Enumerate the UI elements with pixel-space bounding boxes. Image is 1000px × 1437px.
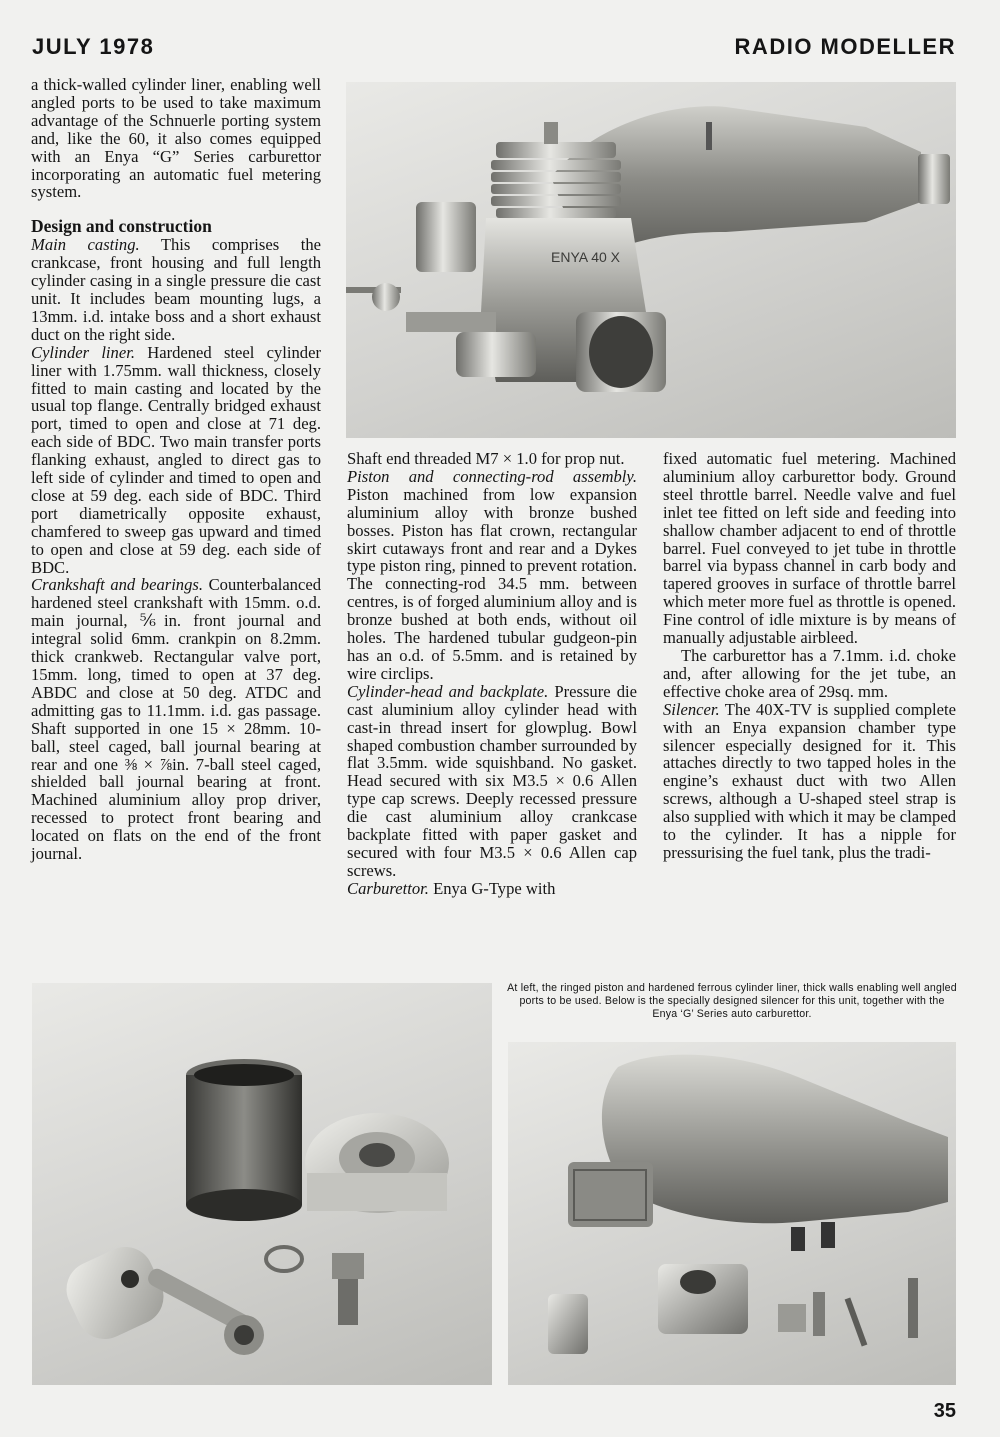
carb-title: Carburettor. [347, 878, 429, 898]
silencer-text: The 40X-TV is supplied complete with an Enya expansion chamber type silencer especially designed for it. This attaches directly to two tapped holes in the engine’s exhaust duct with two Allen screws, although a U-shaped steel strap is also supplied with which it may be clamped to the cylinder. It has a nipple for pressurising the fuel tank, plus the tradi- [663, 699, 956, 862]
column-3 [663, 450, 956, 862]
crankshaft-title: Crankshaft and bearings. [31, 575, 204, 595]
magazine-title: RADIO MODELLER [734, 34, 956, 59]
intro-paragraph: a thick-walled cylinder liner, enabling well angled ports to be used to take maximum advantage of the Schnuerle porting system and, like the 60, it also comes equipped with an Enya “G” Series carburettor incorporating an automatic fuel metering system. [31, 75, 321, 202]
main-casting-title: Main casting. [31, 235, 140, 255]
head-title: Cylinder-head and backplate. [347, 681, 549, 701]
photo-caption: At left, the ringed piston and hardened ferrous cylinder liner, thick walls enabling well angled ports to be used. Below is the specially designed silencer for this unit, together with the Enya ‘G’ Series auto carburettor. [507, 982, 957, 1021]
carb-continued-paragraph: fixed automatic fuel metering. Machined aluminium alloy carburettor body. Ground steel throttle barrel. Needle valve and fuel inlet tee fitted on left side and feeding into shallow chamber adjacent to end of throttle barrel. Fuel conveyed to jet tube in throttle barrel via bypass channel in carb body and tapered grooves in surface of throttle barrel which meter more fuel as throttle is opened. Fine control of idle mixture is by means of manually adjustable airbleed. [663, 449, 956, 648]
cylinder-liner-text: Hardened steel cylinder liner with 1.75mm. wall thickness, closely fitted to main casting and located by the usual top flange. Centrally bridged exhaust port, timed to open and close at 71 deg. each side of BDC. Two main transfer ports flanking exhaust, angled to direct gas to left side of cylinder and timed to open and close at 59 deg. each side of BDC. Third port diametrically opposite exhaust, chamfered to sweep gas upward and timed to open and close at 59 deg. each side of BDC. [31, 342, 321, 577]
page-number: 35 [933, 1400, 956, 1422]
head-text: Pressure die cast aluminium alloy cylinder head with cast-in thread insert for glowplug. Bowl shaped combustion chamber surrounded by flat 3.5mm. wide squishband. No gasket. Head secured with six M3.5 × 0.6 Allen type cap screws. Deeply recessed pressure die cast aluminium alloy crankcase backplate fitted with paper gasket and secured with four M3.5 × 0.6 Allen cap screws. [347, 681, 637, 880]
silencer-carb-photo [508, 1042, 956, 1385]
choke-paragraph: The carburettor has a 7.1mm. i.d. choke and, after allowing for the jet tube, an effective choke area of 29sq. mm. [663, 645, 956, 701]
piston-liner-photo [32, 983, 492, 1385]
main-casting-paragraph [31, 236, 321, 343]
issue-date: JULY 1978 [32, 34, 155, 59]
cylinder-liner-paragraph [31, 344, 321, 577]
silencer-paragraph [663, 701, 956, 862]
crankshaft-paragraph [31, 576, 321, 863]
column-1 [31, 76, 321, 863]
carb-paragraph [347, 880, 637, 898]
head-paragraph [347, 683, 637, 880]
column-2 [347, 450, 637, 898]
shaft-paragraph: Shaft end threaded M7 × 1.0 for prop nut. [347, 449, 625, 468]
cylinder-liner-title: Cylinder liner. [31, 342, 135, 362]
piston-paragraph [347, 468, 637, 683]
section-heading: Design and construction [31, 216, 212, 237]
main-casting-text: This comprises the crankcase, front housing and full length cylinder casing in a single pressure die cast unit. It includes beam mounting lugs, a 13mm. i.d. intake boss and a short exhaust duct on the right side. [31, 235, 321, 344]
engine-marking: ENYA 40 X [551, 249, 621, 265]
crankshaft-text: Counterbalanced hardened steel crankshaft with 15mm. o.d. main journal, ⅚in. front journal and integral solid 6mm. crankpin on 8.2mm. thick crankweb. Rectangular valve port, 15mm. long, timed to open at 37 deg. ABDC and close at 50 deg. ATDC and admitting gas to 11.1mm. i.d. gas passage. Shaft supported in one 15 × 28mm. 10-ball, steel caged, ball journal bearing at rear and one ⅜ × ⅞in. 7-ball steel caged, shielded ball journal bearing at front. Machined aluminium alloy prop driver, recessed to protect front bearing and located on flats on the end of the front journal. [31, 575, 322, 864]
carb-text: Enya G-Type with [428, 878, 556, 898]
piston-text: Piston machined from low expansion aluminium alloy with bronze bushed bosses. Piston has flat crown, rectangular skirt cutaways front and rear and a Dykes type piston ring, pinned to prevent rotation. The connecting-rod 34.5 mm. between centres, is of forged aluminium alloy and is bronze bushed at both ends, without oil holes. The hardened tubular gudgeon-pin has an o.d. of 5.5mm. and is retained by wire circlips. [347, 484, 637, 683]
piston-title: Piston and connecting-rod assembly. [347, 466, 637, 486]
silencer-title: Silencer. [663, 699, 720, 719]
engine-photo [346, 82, 956, 438]
